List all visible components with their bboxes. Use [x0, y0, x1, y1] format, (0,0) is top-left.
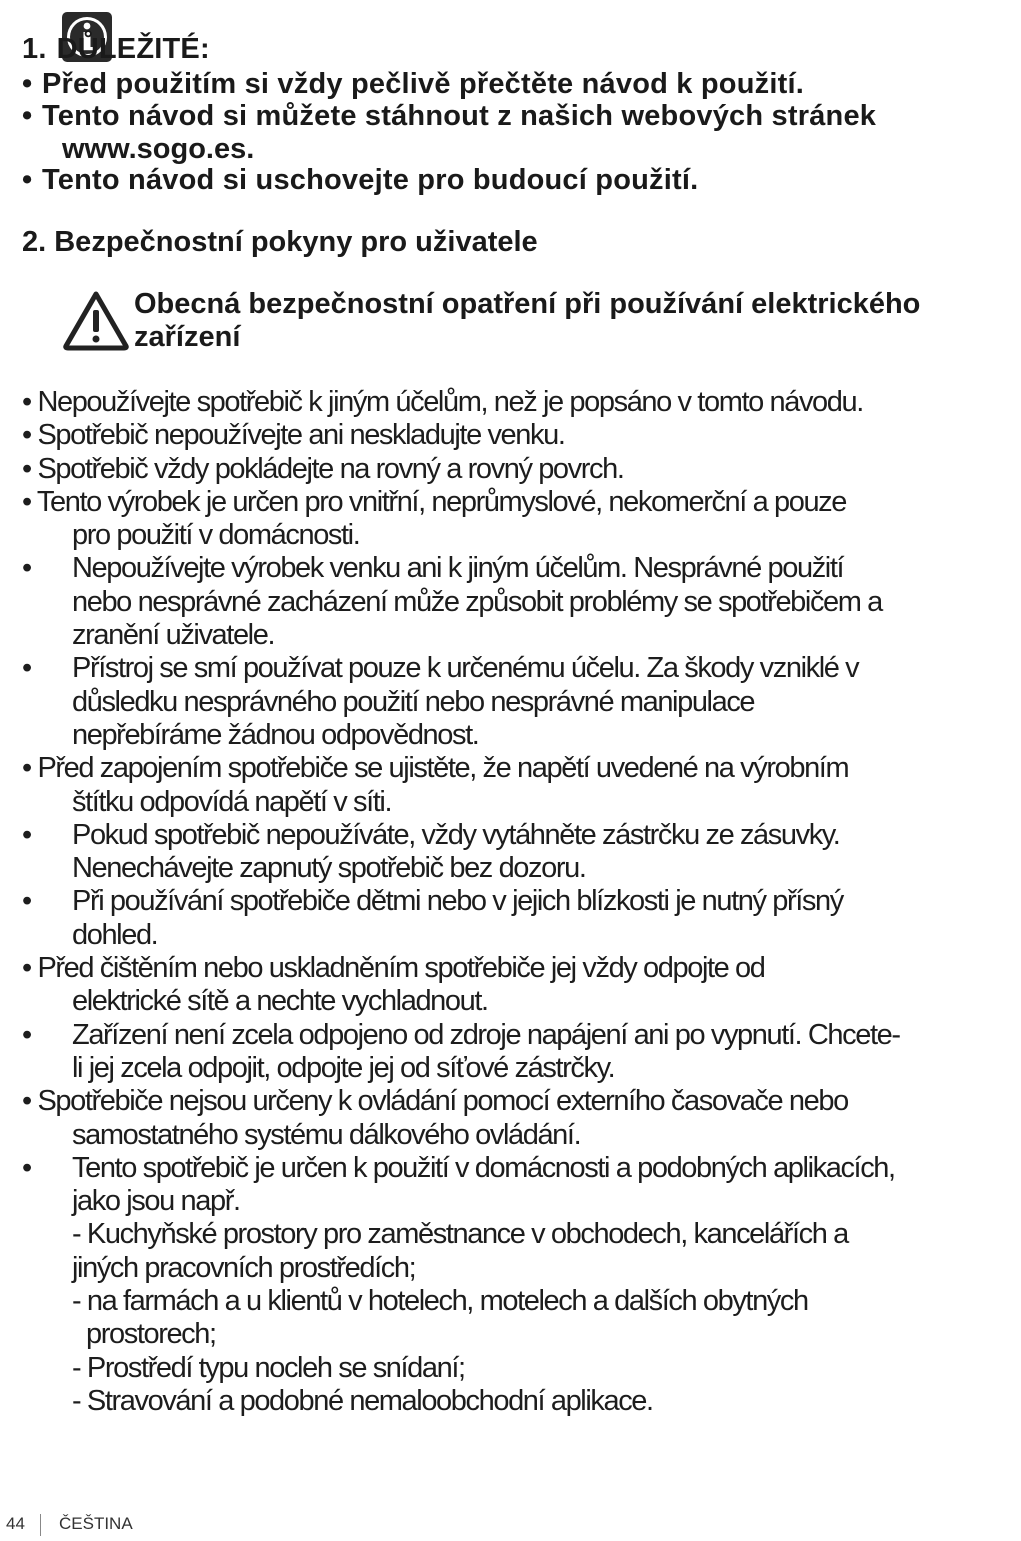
list-item-text: jako jsou např.: [72, 1185, 240, 1218]
list-item-text: Při používání spotřebiče dětmi nebo v jejich blízkosti je nutný přísný: [72, 885, 843, 918]
list-item-text: pro použití v domácnosti.: [72, 519, 360, 552]
list-item-text: samostatného systému dálkového ovládání.: [72, 1118, 581, 1151]
list-item: [22, 419, 1017, 452]
sub-list-item: [22, 1218, 1017, 1285]
list-item: [22, 453, 1017, 486]
bullet: •: [22, 452, 31, 485]
bullet: •: [22, 1018, 31, 1051]
bullet: •: [22, 485, 31, 518]
list-item-first-line: [22, 752, 848, 784]
safety-instructions-list: [22, 386, 1017, 1418]
list-item: [22, 386, 1017, 419]
list-item: [22, 819, 1017, 886]
list-item-text: Nenechávejte zapnutý spotřebič bez dozoru.: [72, 852, 586, 885]
sub-list-item-text: - Stravování a podobné nemaloobchodní aplikace.: [72, 1384, 653, 1417]
sub-list-item-text: - Kuchyňské prostory pro zaměstnance v obchodech, kancelářích a: [72, 1218, 848, 1251]
list-item-text: Tento spotřebič je určen k použití v domácnosti a podobných aplikacích,: [72, 1151, 895, 1184]
sub-list-item: [22, 1352, 1017, 1385]
footer-language: ČEŠTINA: [59, 1514, 133, 1533]
section-1-heading: [22, 33, 210, 65]
list-item: [22, 752, 1017, 819]
list-item: [22, 552, 1017, 652]
list-item: [22, 486, 1017, 553]
list-item-first-line: [22, 952, 765, 984]
list-item-text: štítku odpovídá napětí v síti.: [72, 785, 392, 818]
list-item-text: Zařízení není zcela odpojeno od zdroje napájení ani po vypnutí. Chcete-: [72, 1018, 900, 1051]
list-item: [22, 1019, 1017, 1086]
bullet: •: [22, 419, 31, 452]
list-item: [22, 652, 1017, 752]
list-item: [22, 952, 1017, 1019]
sub-list-item: [22, 1385, 1017, 1418]
list-item-text: Nepoužívejte výrobek venku ani k jiným účelům. Nesprávné použití: [72, 552, 844, 585]
list-item: [22, 885, 1017, 952]
list-item-text: zranění uživatele.: [72, 619, 275, 652]
section-1-number: 1.: [22, 33, 47, 65]
list-item-text: Nepoužívejte spotřebič k jiným účelům, než je popsáno v tomto návodu.: [37, 386, 863, 418]
list-item-text: Před čištěním nebo uskladněním spotřebiče jej vždy odpojte od: [37, 952, 765, 985]
bullet: •: [22, 1151, 31, 1184]
important-bullet-2: • Tento návod si můžete stáhnout z našich webových stránek: [22, 100, 877, 132]
sub-list-item-text: - Prostředí typu nocleh se snídaní;: [72, 1351, 465, 1384]
important-bullet-1: • Před použitím si vždy pečlivě přečtěte návod k použití.: [22, 68, 804, 100]
list-item-text: důsledku nesprávného použití nebo nesprávné manipulace: [72, 685, 755, 718]
list-item-text: Spotřebiče nejsou určeny k ovládání pomocí externího časovače nebo: [37, 1085, 848, 1118]
important-bullet-3: • Tento návod si uschovejte pro budoucí použití.: [22, 164, 699, 196]
bullet: •: [22, 386, 31, 418]
sub-list-item: [22, 1285, 1017, 1352]
list-item-text: Před zapojením spotřebiče se ujistěte, že napětí uvedené na výrobním: [37, 752, 849, 785]
list-item-text: nepřebíráme žádnou odpovědnost.: [72, 718, 479, 751]
list-item-text: li jej zcela odpojit, odpojte jej od síťové zástrčky.: [72, 1051, 615, 1084]
footer-divider: [40, 1514, 41, 1536]
list-item-text: Pokud spotřebič nepoužíváte, vždy vytáhněte zástrčku ze zásuvky.: [72, 818, 840, 851]
list-item-text: Tento výrobek je určen pro vnitřní, neprůmyslové, nekomerční a pouze: [36, 485, 847, 518]
list-item: [22, 1152, 1017, 1219]
bullet: •: [22, 952, 31, 985]
bullet: •: [22, 1085, 31, 1118]
section-2-heading: 2. Bezpečnostní pokyny pro uživatele: [22, 226, 538, 258]
website-url: www.sogo.es.: [62, 133, 255, 165]
section-1-title: DŮLEŽITÉ:: [56, 33, 210, 65]
general-safety-heading: Obecná bezpečnostní opatření při používání elektrického zařízení: [134, 288, 921, 353]
list-item-first-line: [22, 453, 624, 485]
warning-triangle-icon: [62, 290, 130, 352]
list-item: [22, 1085, 1017, 1152]
list-item-first-line: [22, 419, 565, 451]
sub-list-item-text: prostorech;: [86, 1318, 216, 1351]
list-item-first-line: [22, 386, 863, 418]
bullet: •: [22, 818, 31, 851]
list-item-text: Spotřebič vždy pokládejte na rovný a rovný povrch.: [37, 452, 624, 485]
bullet: •: [22, 752, 31, 785]
list-item-text: dohled.: [72, 918, 158, 951]
list-item-first-line: [22, 486, 846, 518]
page-footer: [6, 1513, 133, 1536]
list-item-text: Spotřebič nepoužívejte ani neskladujte venku.: [37, 419, 565, 452]
bullet: •: [22, 652, 31, 685]
sub-list-item-text: jiných pracovních prostředích;: [72, 1251, 416, 1284]
bullet: •: [22, 885, 31, 918]
bullet: •: [22, 552, 31, 585]
sub-list-item-text: - na farmách a u klientů v hotelech, motelech a dalších obytných: [72, 1285, 808, 1318]
list-item-text: nebo nesprávné zacházení může způsobit problémy se spotřebičem a: [72, 585, 882, 618]
list-item-text: Přístroj se smí používat pouze k určenému účelu. Za škody vzniklé v: [72, 652, 859, 685]
list-item-text: elektrické sítě a nechte vychladnout.: [72, 985, 488, 1018]
list-item-first-line: [22, 1085, 848, 1117]
page-number: 44: [6, 1514, 25, 1533]
